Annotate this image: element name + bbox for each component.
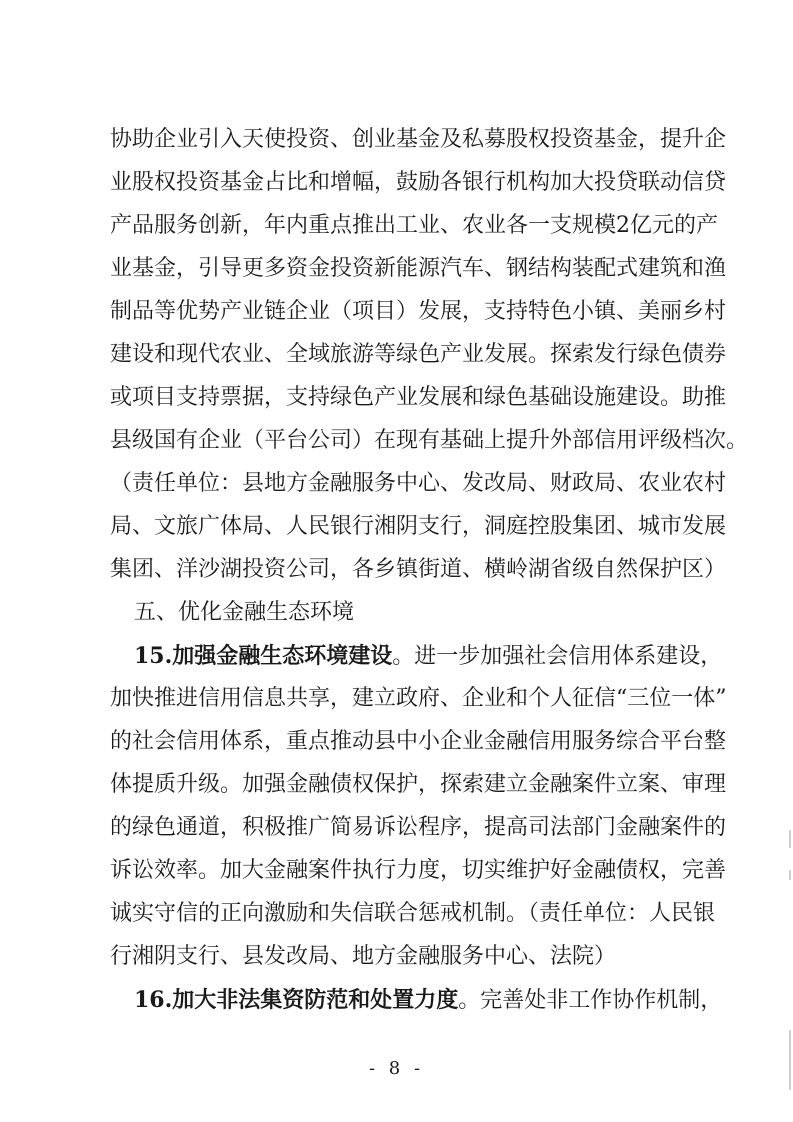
paragraph-line: 的社会信用体系，重点推动县中小企业金融信用服务综合平台整 — [110, 729, 727, 754]
paragraph-line: 或项目支持票据，支持绿色产业发展和绿色基础设施建设。助推 — [110, 385, 727, 410]
item-16-title: 16.加大非法集资防范和处置力度 — [134, 987, 459, 1013]
paragraph-line: 诚实守信的正向激励和失信联合惩戒机制。（责任单位：人民银 — [110, 901, 716, 926]
paragraph-line: 协助企业引入天使投资、创业基金及私募股权投资基金，提升企 — [110, 127, 727, 152]
scan-edge-mark — [789, 1030, 791, 1090]
paragraph-line: 制品等优势产业链企业（项目）发展，支持特色小镇、美丽乡村 — [110, 299, 727, 324]
paragraph-line: 建设和现代农业、全域旅游等绿色产业发展。探索发行绿色债券 — [110, 342, 727, 367]
paragraph-line: 的绿色通道，积极推广简易诉讼程序，提高司法部门金融案件的 — [110, 815, 727, 840]
paragraph-line: （责任单位：县地方金融服务中心、发改局、财政局、农业农村 — [110, 471, 727, 496]
paragraph-line: 加快推进信用信息共享，建立政府、企业和个人征信“三位一体” — [110, 686, 727, 711]
item-15-title: 15.加强金融生态环境建设 — [134, 643, 393, 669]
scan-edge-mark — [789, 870, 791, 880]
paragraph-line: 诉讼效率。加大金融案件执行力度，切实维护好金融债权，完善 — [110, 858, 727, 883]
item-16-first-line — [134, 987, 723, 1013]
paragraph-line: 局、文旅广体局、人民银行湘阴支行，洞庭控股集团、城市发展 — [110, 514, 727, 539]
section-heading: 五、优化金融生态环境 — [134, 600, 355, 625]
paragraph-line: 行湘阴支行、县发改局、地方金融服务中心、法院） — [110, 944, 617, 969]
paragraph-line: 产品服务创新，年内重点推出工业、农业各一支规模2亿元的产 — [110, 213, 718, 238]
paragraph-line: 集团、洋沙湖投资公司，各乡镇街道、横岭湖省级自然保护区） — [110, 557, 727, 582]
paragraph-line: 业股权投资基金占比和增幅，鼓励各银行机构加大投贷联动信贷 — [110, 170, 727, 195]
paragraph-line: 县级国有企业（平台公司）在现有基础上提升外部信用评级档次。 — [110, 428, 749, 453]
page-number: - 8 - — [368, 1058, 425, 1079]
item-16-first-line-text: 。完善处非工作协作机制， — [458, 988, 723, 1013]
paragraph-line: 体提质升级。加强金融债权保护，探索建立金融案件立案、审理 — [110, 772, 727, 797]
scan-edge-mark — [789, 830, 791, 848]
paragraph-line: 业基金，引导更多资金投资新能源汽车、钢结构装配式建筑和渔 — [110, 256, 727, 281]
item-15-first-line — [134, 643, 723, 669]
item-15-first-line-text: 。进一步加强社会信用体系建设， — [392, 644, 723, 669]
